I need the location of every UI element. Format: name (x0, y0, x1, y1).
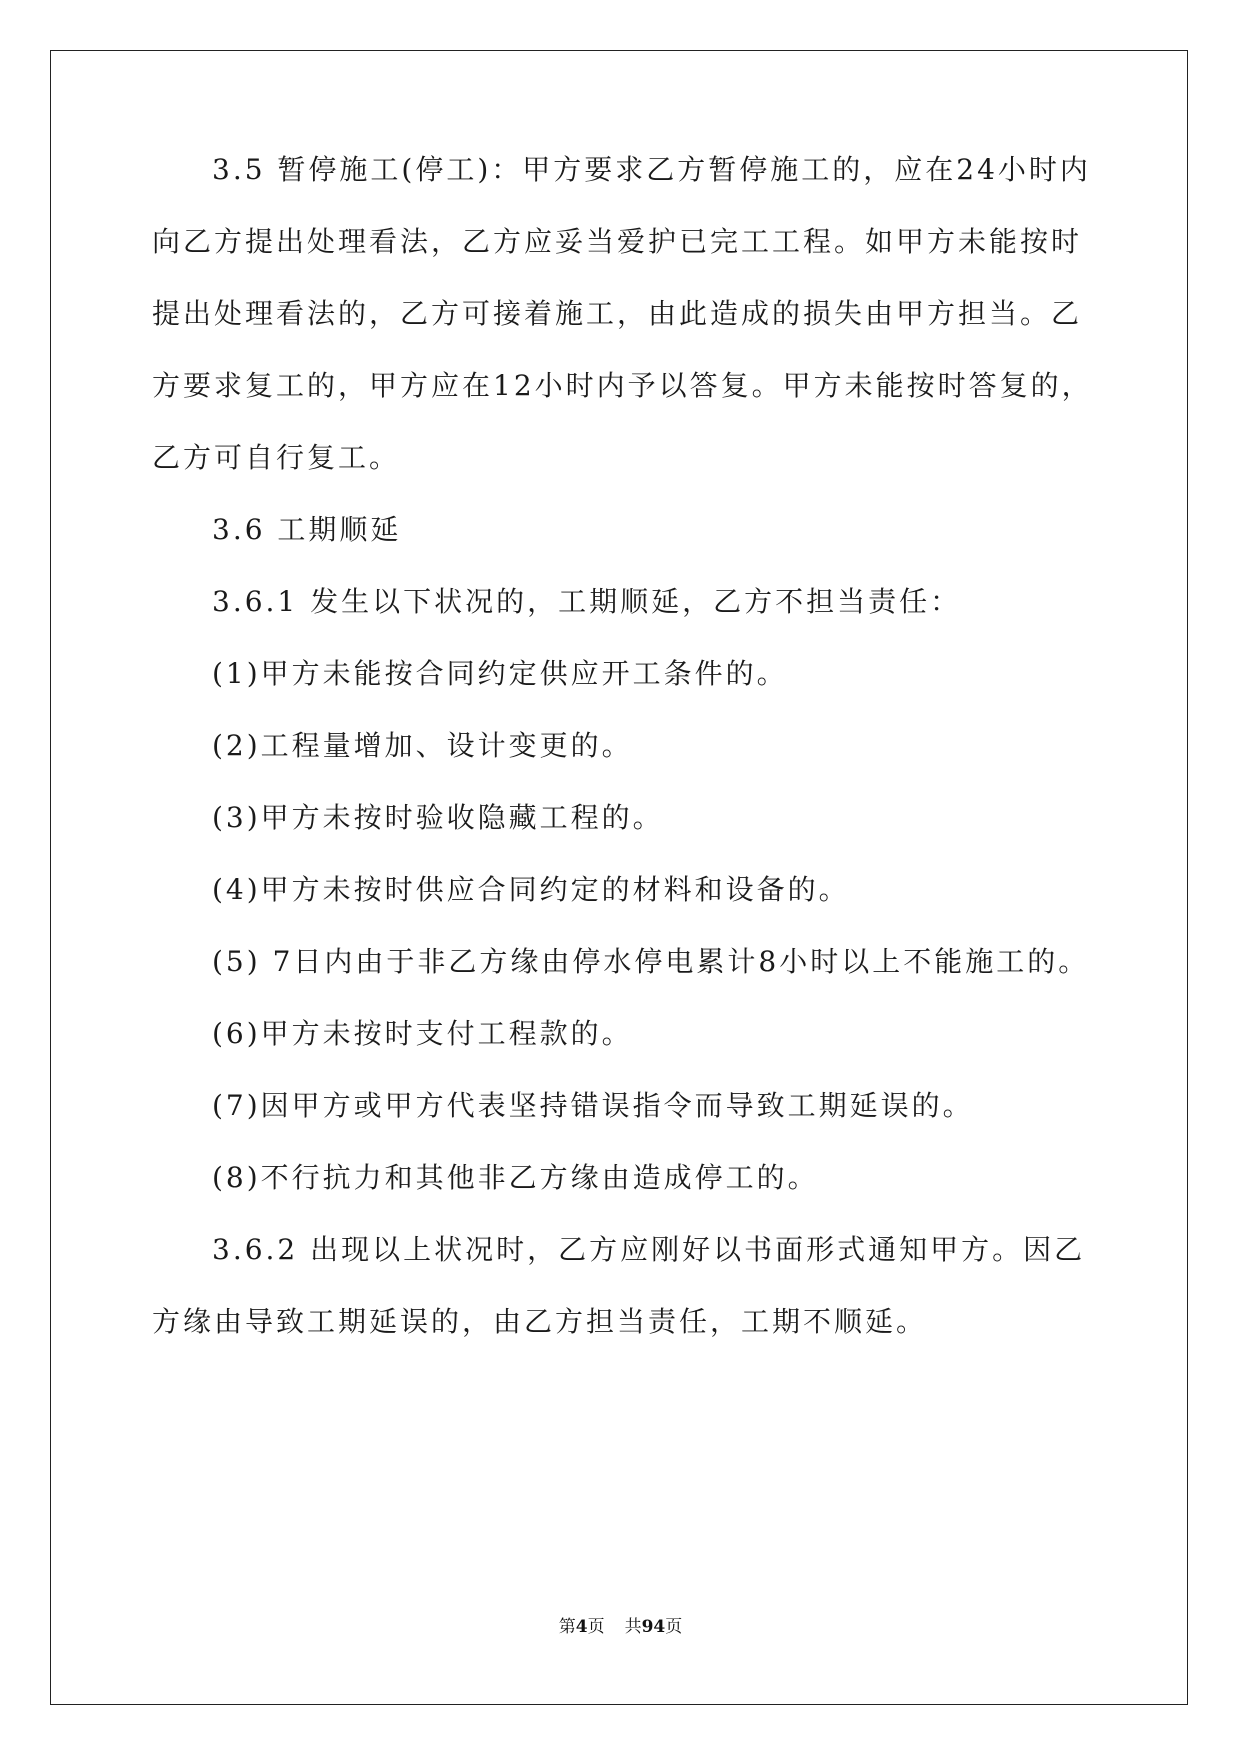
paragraph-3-5-line-1: 3.5 暂停施工(停工)：甲方要求乙方暂停施工的，应在24小时内 (212, 153, 1091, 186)
paragraph-3-5-line-4: 方要求复工的，甲方应在12小时内予以答复。甲方未能按时答复的， (152, 369, 1093, 402)
footer-total-prefix: 共 (624, 1617, 642, 1637)
footer-prefix: 第 (558, 1617, 576, 1637)
list-item-5: (5) 7日内由于非乙方缘由停水停电累计8小时以上不能施工的。 (212, 945, 1090, 978)
list-item-2: (2)工程量增加、设计变更的。 (212, 729, 633, 762)
list-item-6: (6)甲方未按时支付工程款的。 (212, 1017, 633, 1050)
clause-3-6-2-line-2: 方缘由导致工期延误的，由乙方担当责任，工期不顺延。 (152, 1305, 928, 1338)
section-heading-3-6: 3.6 工期顺延 (212, 513, 402, 546)
list-item-3: (3)甲方未按时验收隐藏工程的。 (212, 801, 664, 834)
list-item-8: (8)不行抗力和其他非乙方缘由造成停工的。 (212, 1161, 819, 1194)
list-item-7: (7)因甲方或甲方代表坚持错误指令而导致工期延误的。 (212, 1089, 974, 1122)
total-pages: 94 (641, 1617, 666, 1637)
footer-page-suffix: 页 (587, 1617, 605, 1637)
list-item-4: (4)甲方未按时供应合同约定的材料和设备的。 (212, 873, 850, 906)
page-number: 4 (575, 1617, 588, 1637)
paragraph-3-5-line-5: 乙方可自行复工。 (152, 441, 401, 474)
clause-3-6-2-line-1: 3.6.2 出现以上状况时，乙方应刚好以书面形式通知甲方。因乙 (212, 1233, 1086, 1266)
footer-total-suffix: 页 (665, 1617, 683, 1637)
paragraph-3-5-line-2: 向乙方提出处理看法，乙方应妥当爱护已完工工程。如甲方未能按时 (152, 225, 1083, 258)
paragraph-3-5-line-3: 提出处理看法的，乙方可接着施工，由此造成的损失由甲方担当。乙 (152, 297, 1083, 330)
clause-3-6-1: 3.6.1 发生以下状况的，工期顺延，乙方不担当责任： (212, 585, 962, 618)
list-item-1: (1)甲方未能按合同约定供应开工条件的。 (212, 657, 788, 690)
page-footer (0, 1612, 1241, 1637)
